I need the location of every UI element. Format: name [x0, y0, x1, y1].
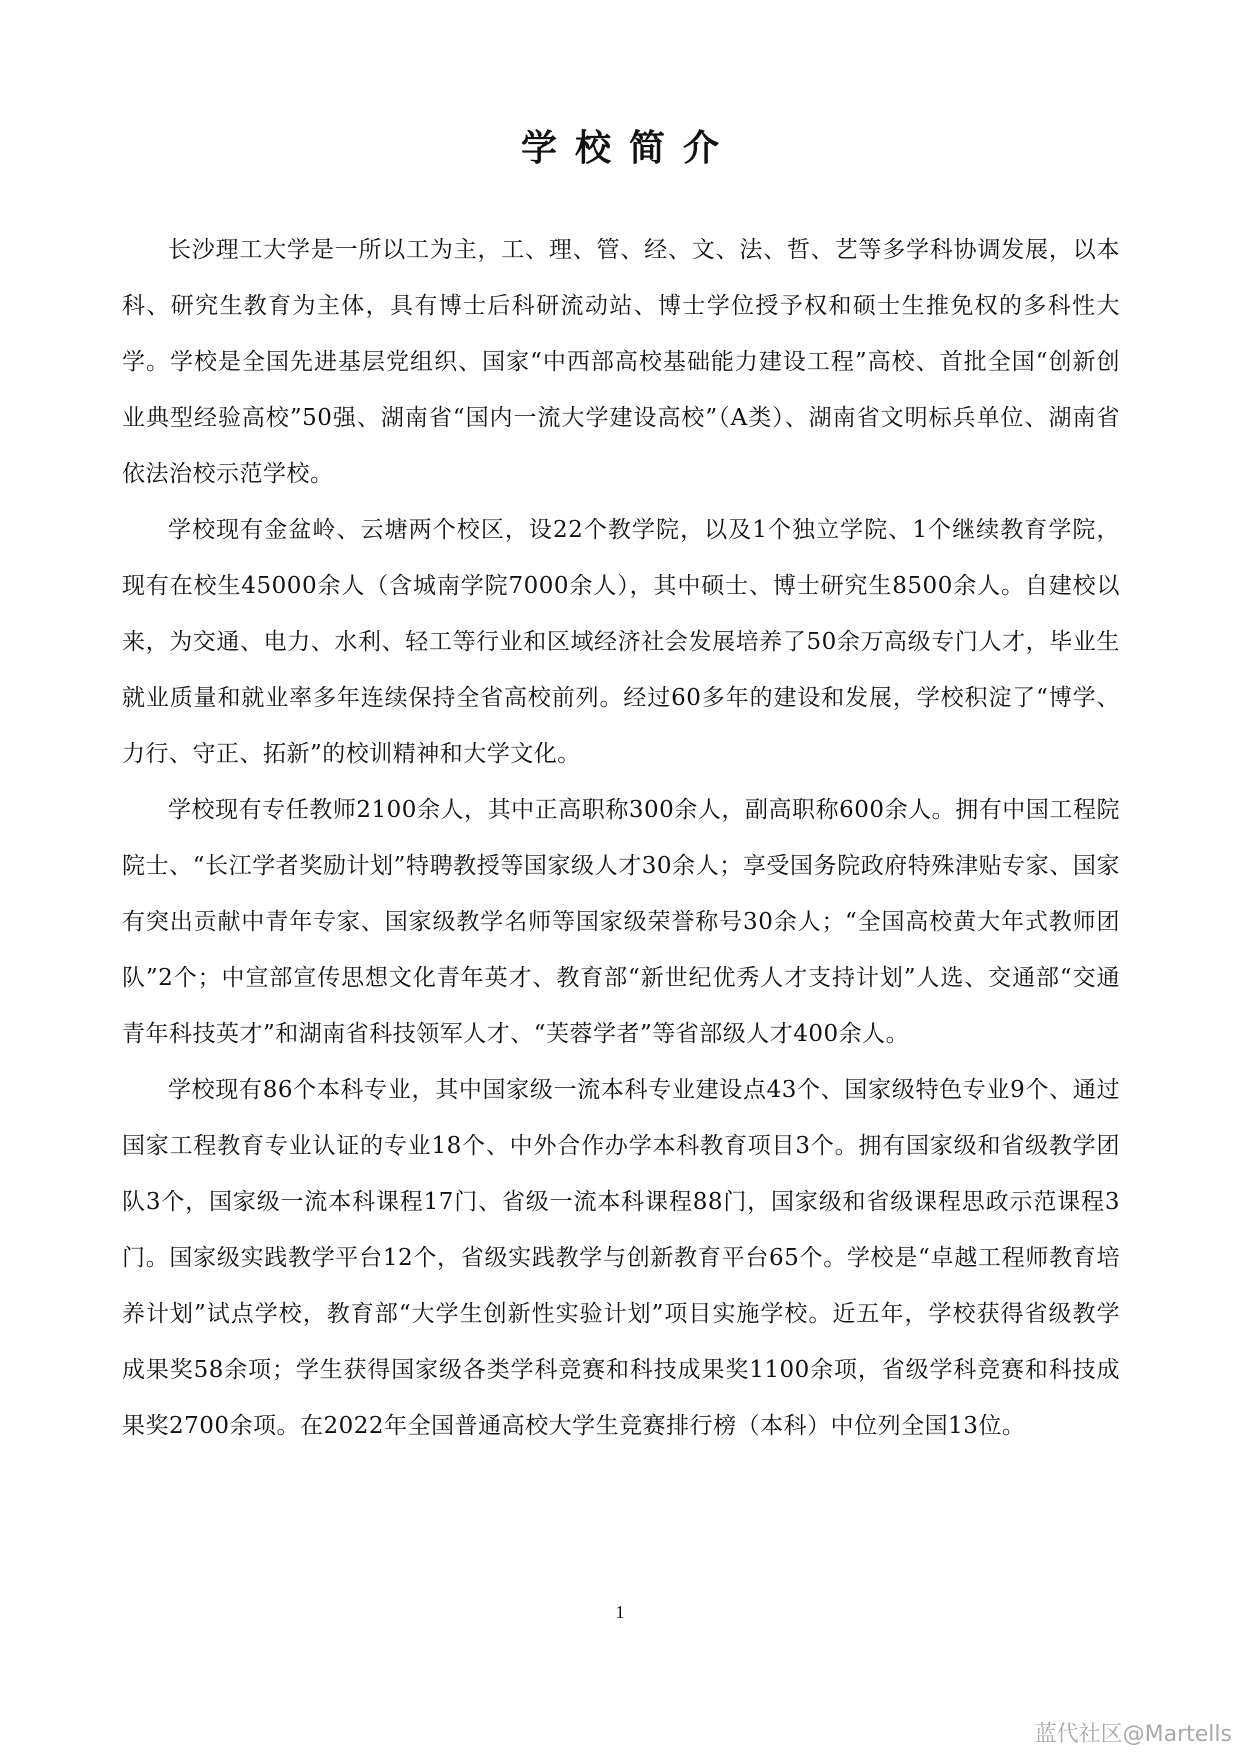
- paragraph-overview: 长沙理工大学是一所以工为主，工、理、管、经、文、法、哲、艺等多学科协调发展，以本科、研究生教育为主体，具有博士后科研流动站、博士学位授予权和硕士生推免权的多科性大学。学校是全国先进基层党组织、国家“中西部高校基础能力建设工程”高校、首批全国“创新创业典型经验高校”50强、湖南省“国内一流大学建设高校”（A类）、湖南省文明标兵单位、湖南省依法治校示范学校。: [122, 237, 1120, 487]
- page-number: 1: [615, 1602, 625, 1622]
- document-body: [122, 222, 1120, 1454]
- paragraph-teaching: 学校现有86个本科专业，其中国家级一流本科专业建设点43个、国家级特色专业9个、通过国家工程教育专业认证的专业18个、中外合作办学本科教育项目3个。拥有国家级和省级教学团队3个，国家级一流本科课程17门、省级一流本科课程88门，国家级和省级课程思政示范课程3门。国家级实践教学平台12个，省级实践教学与创新教育平台65个。学校是“卓越工程师教育培养计划”试点学校，教育部“大学生创新性实验计划”项目实施学校。近五年，学校获得省级教学成果奖58余项；学生获得国家级各类学科竞赛和科技成果奖1100余项，省级学科竞赛和科技成果奖2700余项。在2022年全国普通高校大学生竞赛排行榜（本科）中位列全国13位。: [122, 1077, 1120, 1439]
- watermark: 蓝代社区@Martells: [1034, 1722, 1232, 1747]
- page-title: 学校简介: [520, 128, 737, 169]
- paragraph-campus-students: 学校现有金盆岭、云塘两个校区，设22个教学院，以及1个独立学院、1个继续教育学院，现有在校生45000余人（含城南学院7000余人），其中硕士、博士研究生8500余人。自建校以来，为交通、电力、水利、轻工等行业和区域经济社会发展培养了50余万高级专门人才，毕业生就业质量和就业率多年连续保持全省高校前列。经过60多年的建设和发展，学校积淀了“博学、力行、守正、拓新”的校训精神和大学文化。: [122, 517, 1120, 767]
- paragraph-faculty: 学校现有专任教师2100余人，其中正高职称300余人，副高职称600余人。拥有中国工程院院士、“长江学者奖励计划”特聘教授等国家级人才30余人；享受国务院政府特殊津贴专家、国家有突出贡献中青年专家、国家级教学名师等国家级荣誉称号30余人；“全国高校黄大年式教师团队”2个；中宣部宣传思想文化青年英才、教育部“新世纪优秀人才支持计划”人选、交通部“交通青年科技英才”和湖南省科技领军人才、“芙蓉学者”等省部级人才400余人。: [122, 797, 1120, 1047]
